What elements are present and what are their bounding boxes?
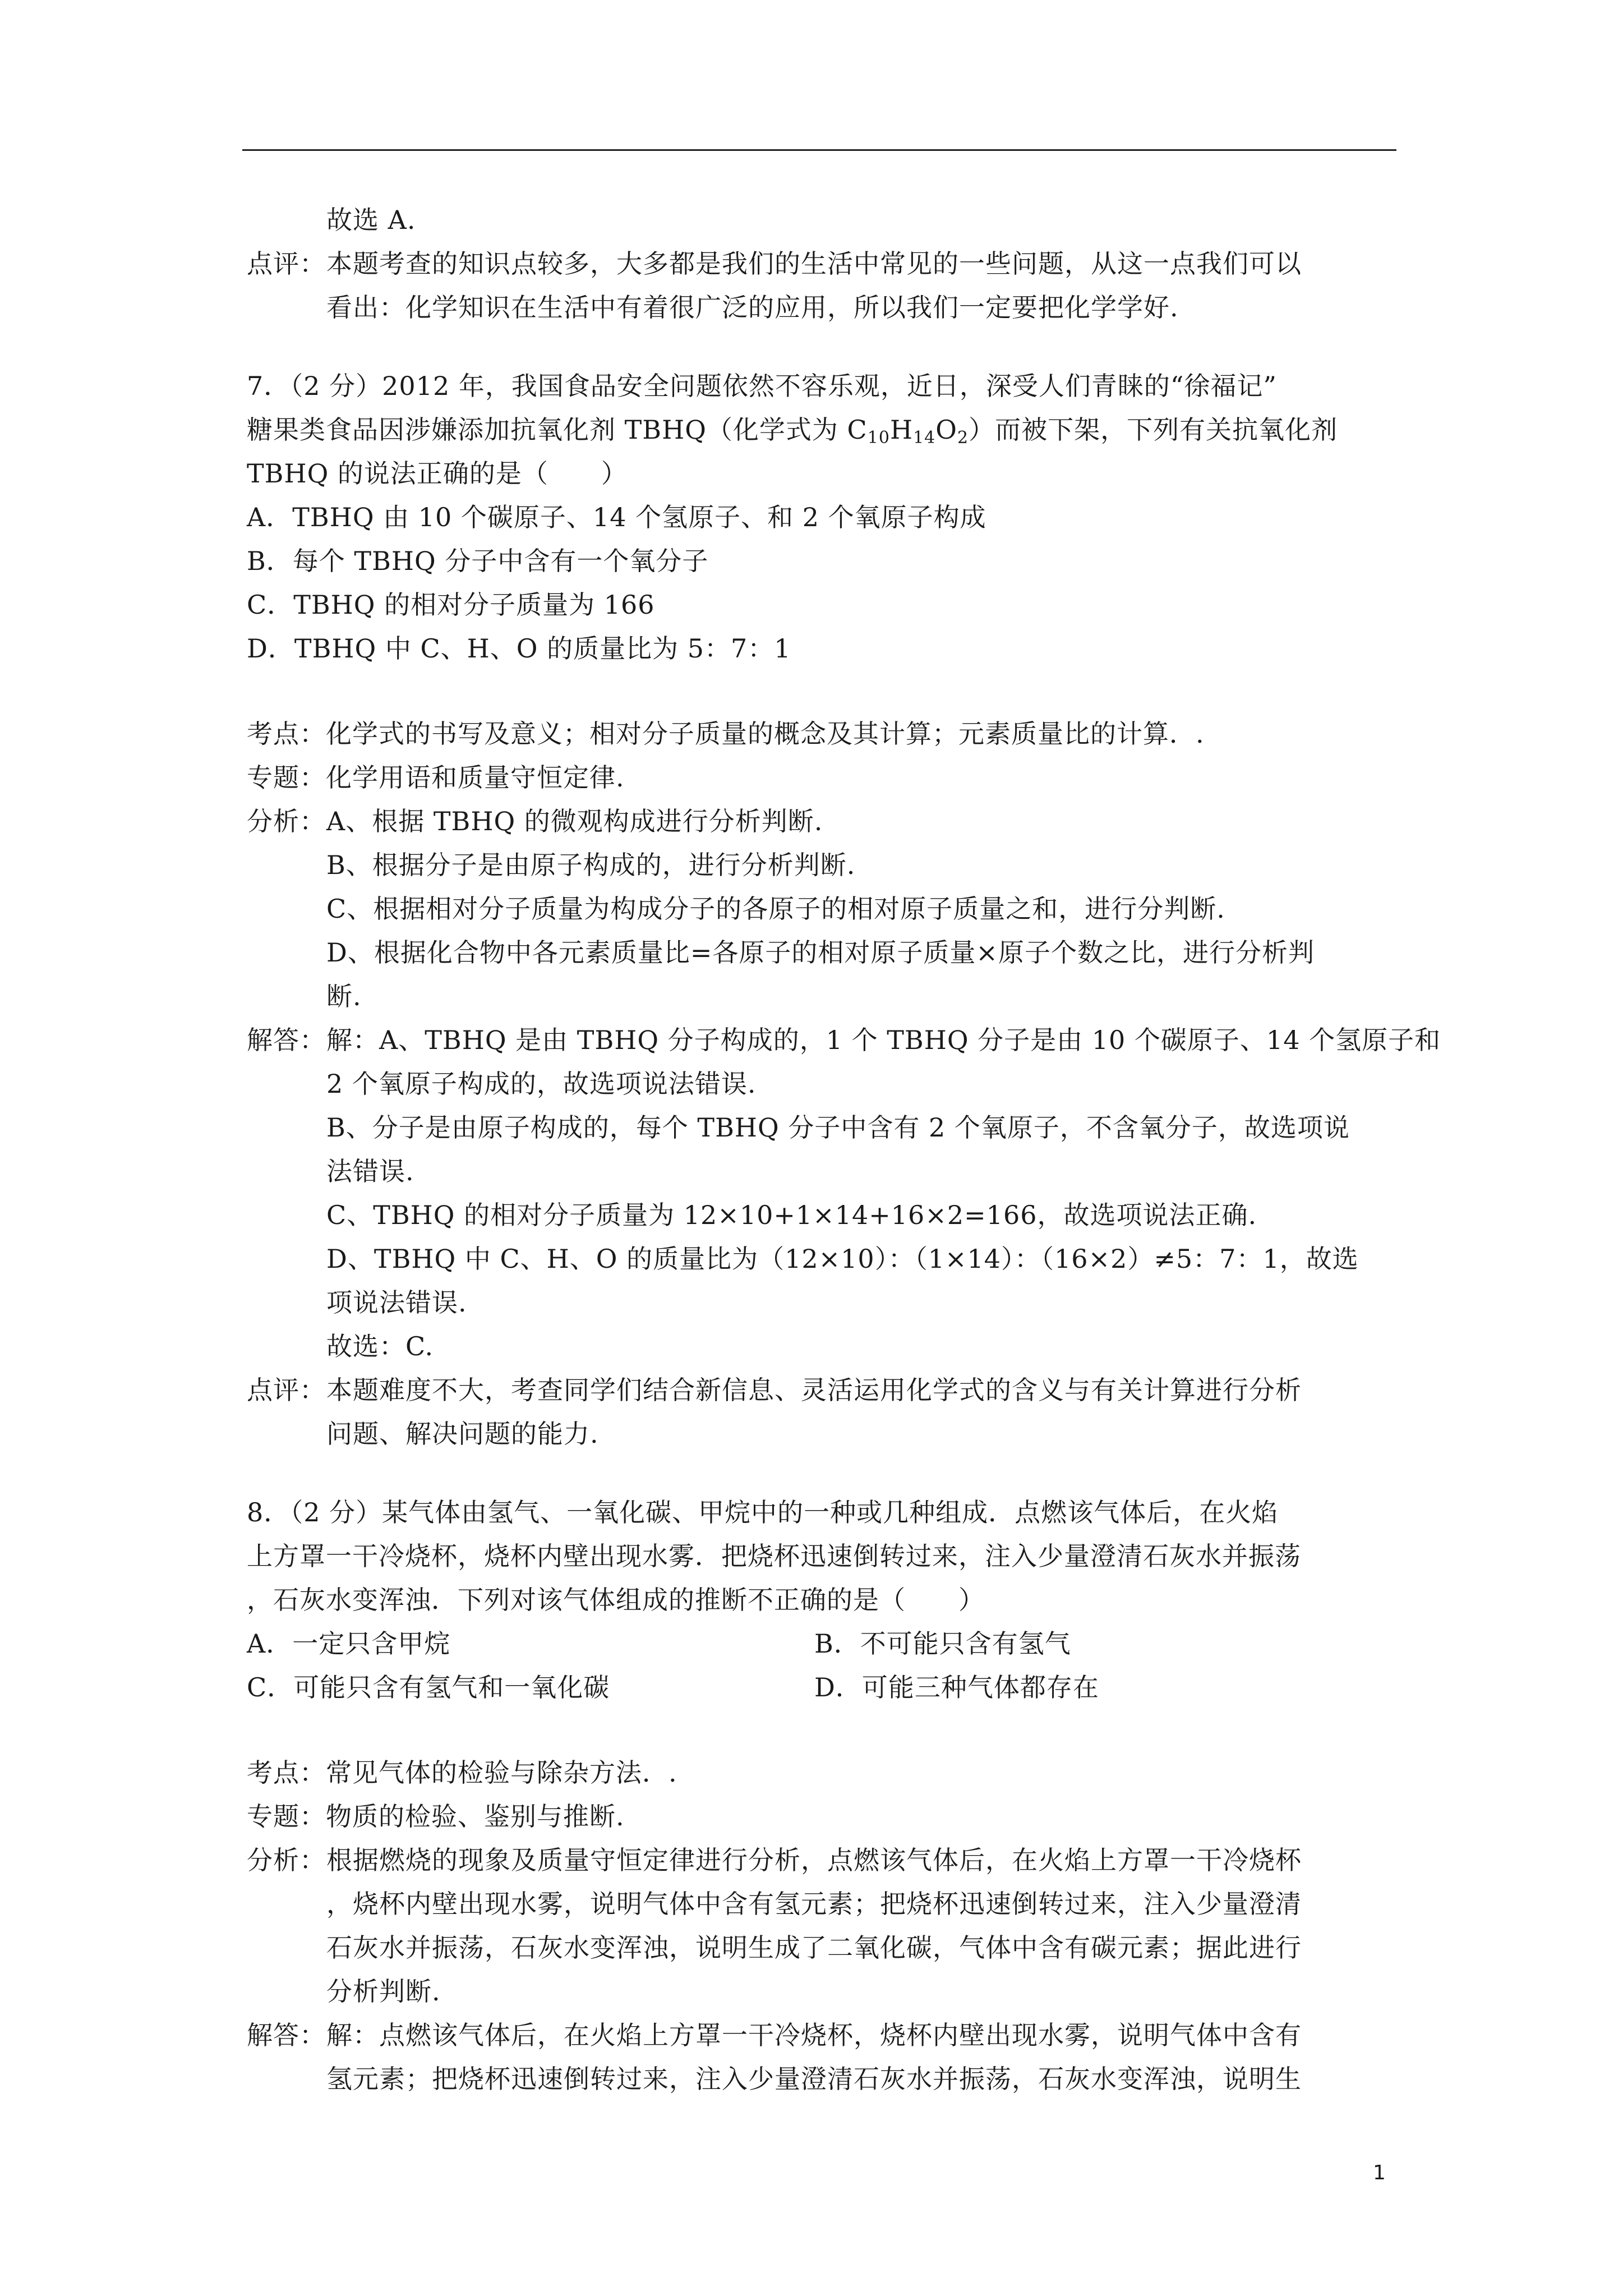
prev-comment-label: 点评： xyxy=(247,249,326,279)
q7-option-a: A．TBHQ 由 10 个碳原子、14 个氢原子、和 2 个氧原子构成 xyxy=(247,502,986,532)
q8-answer-line: 氢元素；把烧杯迅速倒转过来，注入少量澄清石灰水并振荡，石灰水变浑浊，说明生 xyxy=(326,2064,1302,2094)
q7-answer-line: 项说法错误. xyxy=(326,1287,467,1318)
prev-comment-line: 看出：化学知识在生活中有着很广泛的应用，所以我们一定要把化学学好. xyxy=(326,292,1179,323)
q8-analysis-line: 石灰水并振荡，石灰水变浑浊，说明生成了二氧化碳，气体中含有碳元素；据此进行 xyxy=(326,1932,1302,1963)
q7-option-b: B．每个 TBHQ 分子中含有一个氧分子 xyxy=(247,546,709,576)
q8-analysis-line: 根据燃烧的现象及质量守恒定律进行分析，点燃该气体后，在火焰上方罩一干冷烧杯 xyxy=(326,1845,1302,1875)
q7-answer-line: 2 个氧原子构成的，故选项说法错误. xyxy=(326,1069,757,1099)
q7-answer-line: 法错误. xyxy=(326,1156,414,1186)
q7-option-d: D．TBHQ 中 C、H、O 的质量比为 5：7：1 xyxy=(247,633,791,664)
q8-option-d: D．可能三种气体都存在 xyxy=(814,1672,1099,1703)
q8-option-b: B．不可能只含有氢气 xyxy=(814,1628,1071,1659)
prev-comment-line: 本题考查的知识点较多，大多都是我们的生活中常见的一些问题，从这一点我们可以 xyxy=(326,249,1302,279)
q7-analysis-line: 断. xyxy=(326,981,362,1011)
q8-option-a: A．一定只含甲烷 xyxy=(247,1628,451,1659)
page-number: 1 xyxy=(1373,2161,1386,2184)
q7-kaodian: 考点：化学式的书写及意义；相对分子质量的概念及其计算；元素质量比的计算．. xyxy=(247,719,1205,749)
q8-kaodian: 考点：常见气体的检验与除杂方法．. xyxy=(247,1757,677,1788)
q7-answer-line: 故选：C. xyxy=(326,1331,434,1361)
q7-analysis-line: B、根据分子是由原子构成的，进行分析判断. xyxy=(326,850,856,880)
prev-choice-line: 故选 A. xyxy=(326,205,416,235)
q8-stem-line: ，石灰水变浑浊．下列对该气体组成的推断不正确的是（ ） xyxy=(247,1585,985,1615)
q8-analysis-line: 分析判断. xyxy=(326,1976,441,2007)
q8-answer-label: 解答： xyxy=(247,2020,326,2050)
q7-answer-line: C、TBHQ 的相对分子质量为 12×10+1×14+16×2=166，故选项说法正确. xyxy=(326,1200,1257,1230)
q7-comment-label: 点评： xyxy=(247,1375,326,1405)
q8-stem-line: 8．（2 分）某气体由氢气、一氧化碳、甲烷中的一种或几种组成．点燃该气体后，在火焰 xyxy=(247,1497,1279,1527)
q8-answer-line: 解：点燃该气体后，在火焰上方罩一干冷烧杯，烧杯内壁出现水雾，说明气体中含有 xyxy=(326,2020,1302,2050)
q7-zhuanti: 专题：化学用语和质量守恒定律. xyxy=(247,762,625,793)
q7-analysis-label: 分析： xyxy=(247,806,326,836)
q7-option-c: C．TBHQ 的相对分子质量为 166 xyxy=(247,590,655,620)
q7-answer-line: D、TBHQ 中 C、H、O 的质量比为（12×10）：（1×14）：（16×2）≠5：7：1，故选 xyxy=(326,1244,1359,1274)
q7-answer-line: B、分子是由原子构成的，每个 TBHQ 分子中含有 2 个氧原子，不含氧分子，故选项说 xyxy=(326,1112,1350,1143)
q8-stem-line: 上方罩一干冷烧杯，烧杯内壁出现水雾．把烧杯迅速倒转过来，注入少量澄清石灰水并振荡 xyxy=(247,1541,1301,1571)
q7-analysis-line: A、根据 TBHQ 的微观构成进行分析判断. xyxy=(326,806,823,836)
q7-answer-label: 解答： xyxy=(247,1025,326,1055)
q8-zhuanti: 专题：物质的检验、鉴别与推断. xyxy=(247,1801,625,1832)
q8-analysis-line: ，烧杯内壁出现水雾，说明气体中含有氢元素；把烧杯迅速倒转过来，注入少量澄清 xyxy=(326,1889,1302,1919)
q7-stem-line: 7．（2 分）2012 年，我国食品安全问题依然不容乐观，近日，深受人们青睐的“徐福记” xyxy=(247,371,1277,401)
q8-option-c: C．可能只含有氢气和一氧化碳 xyxy=(247,1672,610,1703)
q7-stem-line-formula: 糖果类食品因涉嫌添加抗氧化剂 TBHQ（化学式为 $C_{10}H_{14}O_2$）而被下架，下列有关抗氧化剂 xyxy=(247,415,1338,448)
q7-comment-line: 问题、解决问题的能力. xyxy=(326,1419,599,1449)
q7-analysis-line: C、根据相对分子质量为构成分子的各原子的相对原子质量之和，进行分判断. xyxy=(326,894,1225,924)
q7-analysis-line: D、根据化合物中各元素质量比=各原子的相对原子质量×原子个数之比，进行分析判 xyxy=(326,937,1315,968)
q7-answer-line: 解：A、TBHQ 是由 TBHQ 分子构成的，1 个 TBHQ 分子是由 10 个碳原子、14 个氢原子和 xyxy=(326,1025,1441,1055)
q7-stem-line: TBHQ 的说法正确的是（ ） xyxy=(247,458,628,489)
q8-analysis-label: 分析： xyxy=(247,1845,326,1875)
q7-comment-line: 本题难度不大，考查同学们结合新信息、灵活运用化学式的含义与有关计算进行分析 xyxy=(326,1375,1302,1405)
header-rule xyxy=(242,149,1396,151)
